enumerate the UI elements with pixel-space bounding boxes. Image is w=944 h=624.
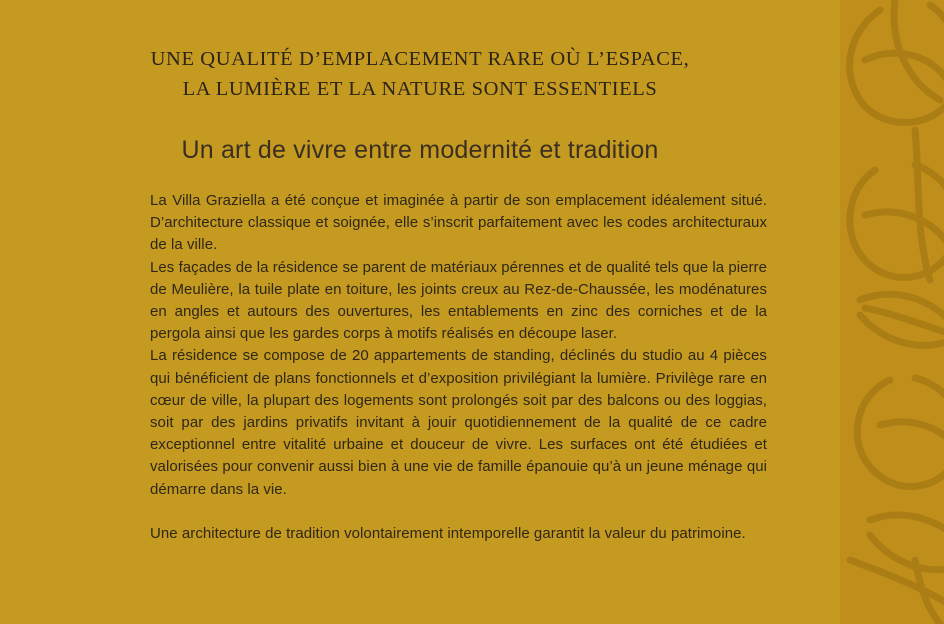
page-subheadline: Un art de vivre entre modernité et tradition: [181, 136, 659, 164]
headline-line-1: UNE QUALITÉ D’EMPLACEMENT RARE OÙ L’ESPACE,: [150, 48, 690, 70]
page-headline: [0, 44, 840, 104]
body-copy: [150, 190, 767, 545]
paragraph-2: Les façades de la résidence se parent de matériaux pérennes et de qualité tels que la pierre de Meulière, la tuile plate en toiture, les joints creux au Rez-de-Chaussée, les modénatures en angles et autours des ouvertures, les entablements en zinc des corniches et de la pergola ainsi que les gardes corps à motifs réalisés en découpe laser.: [150, 258, 767, 343]
floral-pattern-band: [840, 0, 944, 624]
flower-icon: [840, 0, 944, 624]
headline-line-2: LA LUMIÈRE ET LA NATURE SONT ESSENTIELS: [182, 78, 658, 100]
paragraph-3: La résidence se compose de 20 appartements de standing, déclinés du studio au 4 pièces qui bénéficient de plans fonctionnels et d’exposition privilégiant la lumière. Privilège rare en cœur de ville, la plupart des logements sont prolongés soit par des balcons ou des loggias, soit par des jardins privatifs invitant à jouir quotidiennement de la qualité de ce cadre exceptionnel entre vitalité urbaine et douceur de vivre. Les surfaces ont été étudiées et valorisées pour convenir aussi bien à une vie de famille épanouie qu’à un jeune ménage qui démarre dans la vie.: [150, 347, 767, 498]
paragraph-1: La Villa Graziella a été conçue et imaginée à partir de son emplacement idéalement situé. D’architecture classique et soignée, elle s’inscrit parfaitement avec les codes architecturaux de la ville.: [150, 192, 767, 254]
paragraph-4: Une architecture de tradition volontairement intemporelle garantit la valeur du patrimoine.: [150, 524, 746, 542]
